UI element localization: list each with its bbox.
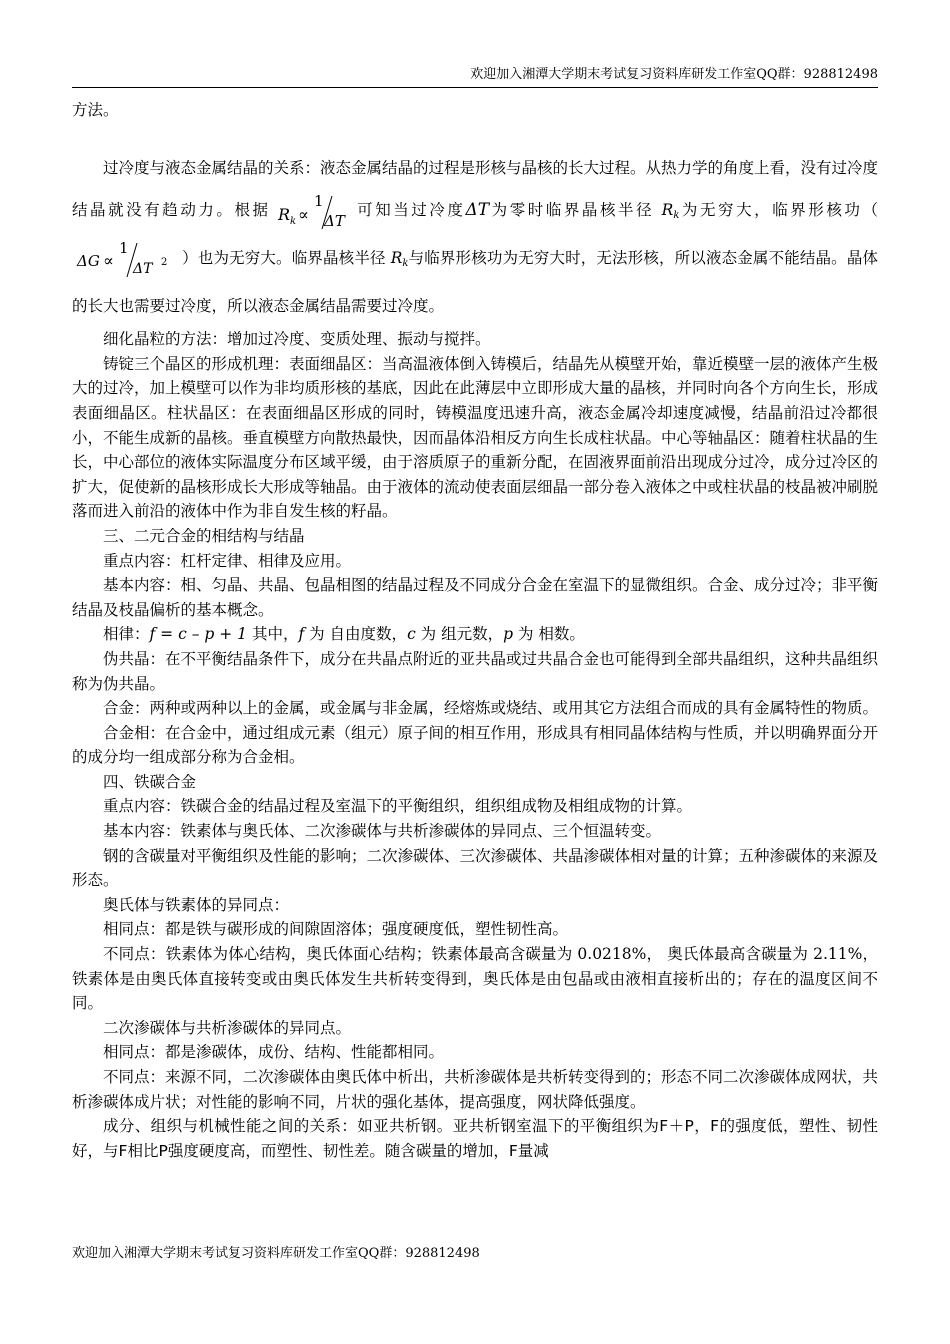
page-footer: 欢迎加入湘潭大学期末考试复习资料库研发工作室QQ群：928812498 <box>72 1246 480 1261</box>
document-body <box>72 98 878 1163</box>
paragraph: 合金相：在合金中，通过组成元素（组元）原子间的相互作用，形成具有相同晶体结构与性质，并以明确界面分开的成分均一组成部分称为合金相。 <box>72 723 879 767</box>
paragraph: 奥氏体与铁素体的异同点： <box>103 895 290 914</box>
text-run: 为 自由度数， <box>304 625 408 644</box>
paragraph: 重点内容：铁碳合金的结晶过程及室温下的平衡组织，组织组成物及相组成物的计算。 <box>103 797 693 816</box>
paragraph-phase-rule <box>72 622 878 647</box>
phase-label: F <box>710 1117 720 1136</box>
paragraph: 细化晶粒的方法：增加过冷度、变质处理、振动与搅拌。 <box>103 330 491 349</box>
phase-label: P <box>158 1141 168 1160</box>
formula-denominator: ΔT <box>323 212 345 231</box>
paragraph: 铸锭三个晶区的形成机理：表面细晶区：当高温液体倒入铸模后，结晶先从模壁开始，靠近模壁一层的液体产生极大的过冷，加上模壁可以作为非均质形核的基底，因此在此薄层中立即形成大量的晶核，并同时向各个方向生长，形成表面细晶区。柱状晶区：在表面细晶区形成的同时，铸模温度迅速升高，液态金属冷却速度减慢，结晶前沿过冷都很小，不能生成新的晶核。垂直模壁方向散热最快，因而晶体沿相反方向生长成柱状晶。中心等轴晶区：随着柱状晶的生长，中心部位的液体实际温度分布区域平缓，由于溶质原子的重新分配，在固液界面前沿出现成分过冷，成分过冷区的扩大，促使新的晶核形成长大形成等轴晶。由于液体的流动使表面层细晶一部分卷入液体之中或柱状晶的枝晶被冲刷脱落而进入前沿的液体中作为非自发生核的籽晶。 <box>72 354 879 521</box>
math-r: R <box>661 201 674 220</box>
paragraph: 基本内容：铁素体与奥氏体、二次渗碳体与共析渗碳体的异同点、三个恒温转变。 <box>103 822 662 841</box>
math-subscript: k <box>402 258 409 270</box>
phase-label: F <box>508 1141 518 1160</box>
text-run: 相比 <box>127 1141 159 1160</box>
math-f: f <box>298 625 305 644</box>
formula-superscript: 2 <box>161 257 168 269</box>
math-equation: f = c – p + 1 <box>149 625 248 644</box>
paragraph: 方法。 <box>72 101 119 119</box>
text-run: 成分、组织与机械性能之间的关系：如亚共析钢。亚共析钢室温下的平衡组织为 <box>103 1117 660 1136</box>
text-run: 为无穷大，临界形核功（ <box>679 201 878 220</box>
formula-symbol: R <box>277 205 290 225</box>
text-run: 为 组元数， <box>415 625 504 644</box>
formula-symbol: ∝ <box>297 205 309 225</box>
text-run: 其中， <box>247 625 299 644</box>
math-c: c <box>407 625 416 644</box>
formula-symbol: ∝ <box>103 251 114 271</box>
text-run: 强度硬度高，而塑性、韧性差。随含碳量的增加， <box>167 1141 509 1160</box>
text-run: 为零时临界晶核半径 <box>489 201 655 220</box>
paragraph: 不同点：铁素体为体心结构，奥氏体面心结构；铁素体最高含碳量为 0.0218%， 奥氏体最高含碳量为 2.11%，铁素体是由奥氏体直接转变或由奥氏体发生共析转变得到，奥氏体是由包晶或由液相直接析出的；存在的温度区间不同。 <box>72 945 878 1013</box>
paragraph: 伪共晶：在不平衡结晶条件下，成分在共晶点附近的亚共晶或过共晶合金也可能得到全部共晶组织，这种共晶组织称为伪共晶。 <box>72 649 879 693</box>
phase-label: F＋P <box>659 1117 694 1136</box>
formula-numerator: 1 <box>313 192 324 211</box>
paragraph: 相同点：都是渗碳体，成份、结构、性能都相同。 <box>103 1043 445 1062</box>
formula-subscript: k <box>289 216 296 228</box>
math-r: R <box>390 249 403 268</box>
paragraph: 重点内容：杠杆定律、相律及应用。 <box>103 551 352 570</box>
text-run: 相律： <box>103 625 150 644</box>
text-run: 为 相数。 <box>513 625 585 644</box>
page-header: 欢迎加入湘潭大学期末考试复习资料库研发工作室QQ群：928812498 <box>72 66 878 88</box>
paragraph-undercooling <box>72 147 878 327</box>
section-heading: 四、铁碳合金 <box>103 772 197 791</box>
paragraph: 钢的含碳量对平衡组织及性能的影响；二次渗碳体、三次渗碳体、共晶渗碳体相对量的计算；五种渗碳体的来源及形态。 <box>72 846 879 890</box>
math-delta-t: ΔT <box>465 200 490 221</box>
blank-line <box>72 123 878 148</box>
formula-critical-radius <box>274 191 352 231</box>
text-run: 量减 <box>517 1141 549 1160</box>
text-run: ）也为无穷大。临界晶核半径 <box>182 249 386 268</box>
text-run: ， <box>693 1117 711 1136</box>
formula-symbol: ΔG <box>77 252 100 271</box>
paragraph: 二次渗碳体与共析渗碳体的异同点。 <box>103 1018 352 1037</box>
math-p: p <box>503 625 514 644</box>
math-subscript: k <box>673 210 680 222</box>
paragraph: 合金：两种或两种以上的金属，或金属与非金属，经熔炼或烧结、或用其它方法组合而成的具有金属特性的物质。 <box>103 699 879 718</box>
paragraph-structure-properties <box>72 1114 878 1163</box>
phase-label: F <box>118 1141 128 1160</box>
paragraph: 不同点：来源不同，二次渗碳体由奥氏体中析出，共析渗碳体是共析转变得到的；形态不同二次渗碳体成网状，共析渗碳体成片状；对性能的影响不同，片状的强化基体，提高强度，网状降低强度。 <box>72 1068 879 1111</box>
paragraph: 基本内容：相、匀晶、共晶、包晶相图的结晶过程及不同成分合金在室温下的显微组织。合金、成分过冷；非平衡结晶及枝晶偏析的基本概念。 <box>72 576 879 619</box>
formula-numerator: 1 <box>119 239 129 258</box>
formula-denominator: ΔT <box>133 261 153 278</box>
paragraph: 相同点：都是铁与碳形成的间隙固溶体；强度硬度低，塑性韧性高。 <box>103 920 569 939</box>
text-run: 过冷度与液态金属结晶的关系：液态金属结晶的过程是形核与晶核的长大过程。从热力学的角度上看，没有过冷度结晶就没有趋动力。根据 <box>72 159 879 220</box>
text-run: 与临界形核功为无穷大时，无法形核，所以液态金属不能结晶。晶体的长大也需要过冷度，所以液态金属结晶需要过冷度。 <box>72 249 878 316</box>
section-heading: 三、二元合金的相结构与结晶 <box>103 526 305 545</box>
text-run: 可知当过冷度 <box>354 201 466 220</box>
formula-nucleation-work <box>75 239 179 279</box>
text-run: 的强度低，塑性、韧性好，与 <box>72 1117 878 1160</box>
